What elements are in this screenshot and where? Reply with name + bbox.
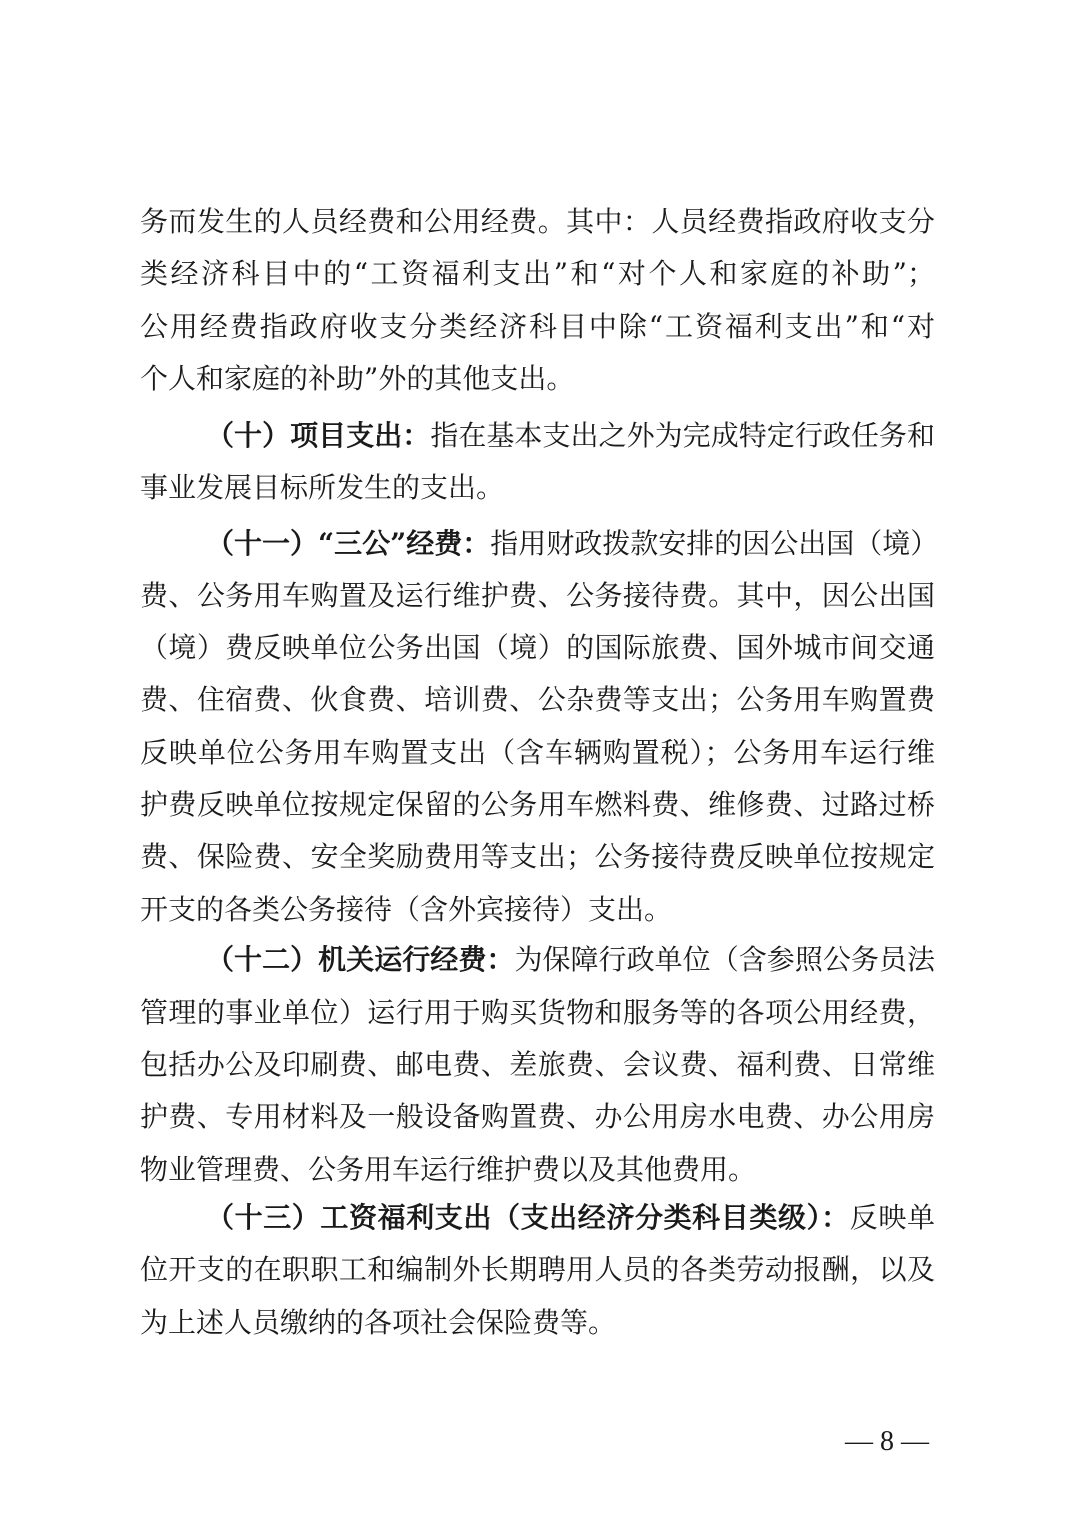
text-line xyxy=(140,307,935,347)
text-segment: 反映单 xyxy=(849,1201,935,1234)
text-line xyxy=(140,628,935,668)
text-line xyxy=(140,890,935,930)
text-line xyxy=(140,468,935,508)
text-line xyxy=(140,576,935,616)
text-segment: 类经济科目中的“工资福利支出”和“对个人和家庭的补助”； xyxy=(140,257,935,290)
text-line xyxy=(140,733,935,773)
section-heading: （十一）“三公”经费： xyxy=(206,527,491,560)
text-line xyxy=(140,1045,935,1085)
text-segment: 公用经费指政府收支分类经济科目中除“工资福利支出”和“对 xyxy=(140,310,935,343)
text-segment: 为保障行政单位（含参照公务员法 xyxy=(514,943,935,976)
text-segment: 指用财政拨款安排的因公出国（境） xyxy=(490,527,939,560)
text-line xyxy=(140,1150,935,1190)
text-segment: （境）费反映单位公务出国（境）的国际旅费、国外城市间交通 xyxy=(140,631,935,664)
text-segment: 位开支的在职职工和编制外长期聘用人员的各类劳动报酬，以及 xyxy=(140,1253,935,1286)
text-line xyxy=(140,1097,935,1137)
text-line xyxy=(140,993,935,1033)
text-segment: 个人和家庭的补助”外的其他支出。 xyxy=(140,362,575,395)
text-segment: 事业发展目标所发生的支出。 xyxy=(140,471,505,504)
text-segment: 管理的事业单位）运行用于购买货物和服务等的各项公用经费， xyxy=(140,996,935,1029)
text-line xyxy=(140,785,935,825)
text-line xyxy=(206,524,939,564)
section-heading: （十）项目支出： xyxy=(206,419,431,452)
text-line xyxy=(140,1303,935,1343)
text-line xyxy=(206,940,935,980)
text-line xyxy=(140,1250,935,1290)
text-segment: 为上述人员缴纳的各项社会保险费等。 xyxy=(140,1306,617,1339)
text-segment: 指在基本支出之外为完成特定行政任务和 xyxy=(430,419,935,452)
text-line xyxy=(140,254,935,294)
text-line xyxy=(140,837,935,877)
text-segment: 物业管理费、公务用车运行维护费以及其他费用。 xyxy=(140,1153,757,1186)
text-segment: 费、住宿费、伙食费、培训费、公杂费等支出；公务用车购置费 xyxy=(140,683,935,716)
text-line xyxy=(140,202,935,242)
text-segment: 开支的各类公务接待（含外宾接待）支出。 xyxy=(140,893,673,926)
text-segment: 费、公务用车购置及运行维护费、公务接待费。其中，因公出国 xyxy=(140,579,935,612)
text-segment: 反映单位公务用车购置支出（含车辆购置税）；公务用车运行维 xyxy=(140,736,935,769)
section-heading: （十三）工资福利支出（支出经济分类科目类级）： xyxy=(206,1201,850,1234)
text-segment: 包括办公及印刷费、邮电费、差旅费、会议费、福利费、日常维 xyxy=(140,1048,935,1081)
text-line xyxy=(140,359,935,399)
text-segment: 护费反映单位按规定保留的公务用车燃料费、维修费、过路过桥 xyxy=(140,788,935,821)
text-line xyxy=(140,680,935,720)
text-line xyxy=(206,1198,935,1238)
text-line xyxy=(206,416,935,456)
text-segment: 护费、专用材料及一般设备购置费、办公用房水电费、办公用房 xyxy=(140,1100,935,1133)
text-segment: 务而发生的人员经费和公用经费。其中：人员经费指政府收支分 xyxy=(140,205,935,238)
page-number: — 8 — xyxy=(845,1426,929,1457)
text-segment: 费、保险费、安全奖励费用等支出；公务接待费反映单位按规定 xyxy=(140,840,935,873)
section-heading: （十二）机关运行经费： xyxy=(206,943,515,976)
